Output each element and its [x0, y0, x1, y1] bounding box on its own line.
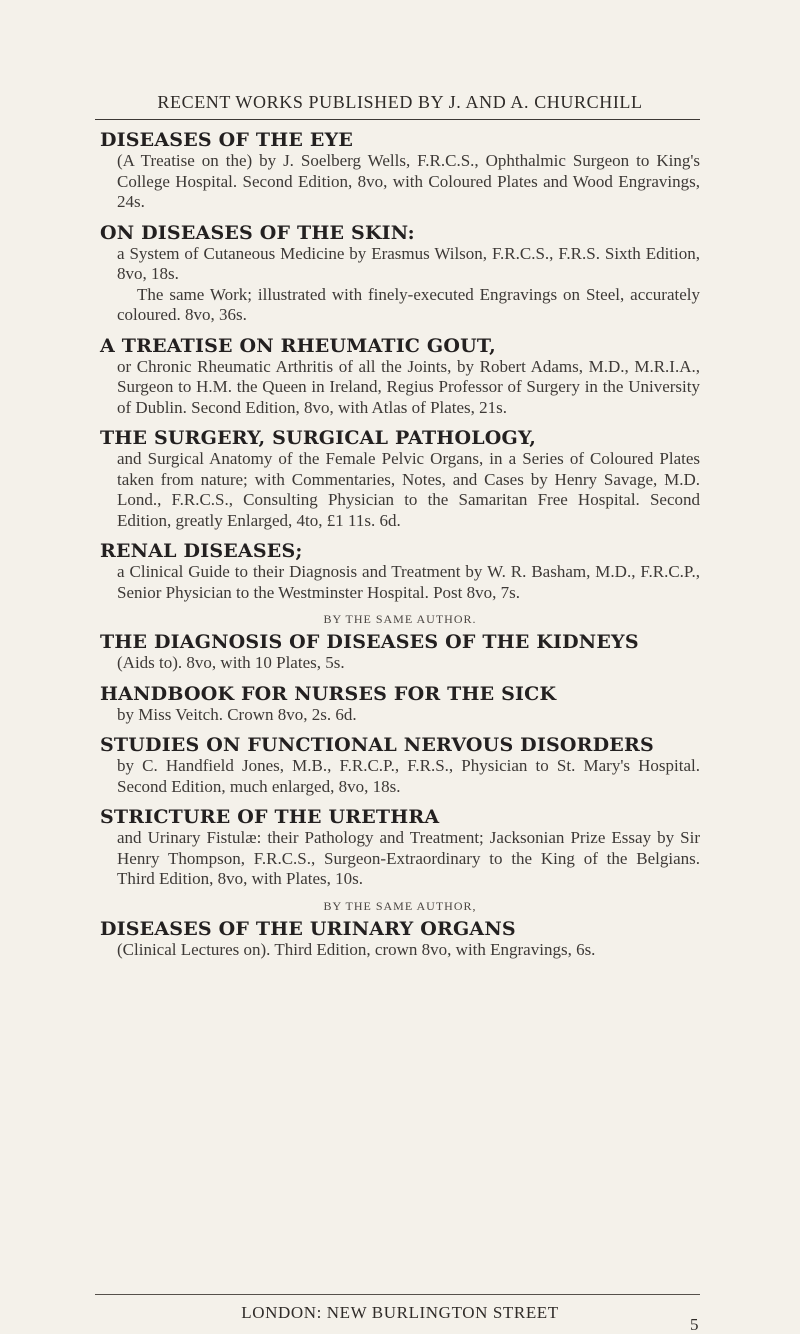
entry-title: RENAL DISEASES; — [100, 540, 303, 562]
publication-entry — [100, 222, 700, 326]
entry-title: DISEASES OF THE EYE — [100, 129, 354, 151]
publication-list — [100, 129, 700, 969]
publication-entry — [100, 631, 700, 674]
publication-entry — [100, 335, 700, 419]
entry-description: and Surgical Anatomy of the Female Pelvic Organs, in a Series of Coloured Plates taken from nature; with Commentaries, Notes, and Cases by Henry Savage, M.D. Lond., F.R.C.S., Consulting Physician to the Samaritan Free Hospital. Second Edition, greatly Enlarged, 4to, £1 11s. 6d. — [117, 449, 700, 530]
entry-description: by Miss Veitch. Crown 8vo, 2s. 6d. — [117, 704, 357, 724]
entry-title: ON DISEASES OF THE SKIN: — [100, 221, 415, 244]
entry-description: or Chronic Rheumatic Arthritis of all the Joints, by Robert Adams, M.D., M.R.I.A., Surgeon to H.M. the Queen in Ireland, Regius Professor of Surgery in the University of Dublin. Second Edition, 8vo, with Atlas of Plates, 21s. — [117, 356, 700, 417]
running-head: RECENT WORKS PUBLISHED BY J. AND A. CHURCHILL — [157, 92, 643, 112]
publication-entry — [100, 427, 700, 531]
entry-title: A TREATISE ON RHEUMATIC GOUT, — [100, 334, 496, 357]
publication-entry — [100, 734, 700, 797]
entry-additional-edition: The same Work; illustrated with finely-executed Engravings on Steel, accurately coloured. 8vo, 36s. — [117, 284, 700, 324]
publication-entry — [100, 683, 700, 726]
by-same-author-note: BY THE SAME AUTHOR. — [323, 612, 477, 626]
publication-entry — [100, 918, 700, 961]
by-same-author-note: BY THE SAME AUTHOR, — [323, 898, 477, 913]
entry-title: HANDBOOK FOR NURSES FOR THE SICK — [100, 682, 557, 705]
page-number: 5 — [690, 1315, 699, 1334]
publisher-address: LONDON: NEW BURLINGTON STREET — [241, 1303, 559, 1322]
entry-description: and Urinary Fistulæ: their Pathology and Treatment; Jacksonian Prize Essay by Sir Henry Thompson, F.R.C.S., Surgeon-Extraordinary to the King of the Belgians. Third Edition, 8vo, with Plates, 10s. — [117, 828, 700, 888]
header-rule — [95, 119, 700, 120]
entry-description: (Clinical Lectures on). Third Edition, crown 8vo, with Engravings, 6s. — [117, 939, 596, 959]
publication-entry — [100, 806, 700, 890]
entry-description: a System of Cutaneous Medicine by Erasmus Wilson, F.R.C.S., F.R.S. Sixth Edition, 8vo, 18s. — [117, 243, 700, 283]
publication-entry — [100, 540, 700, 603]
entry-description: (A Treatise on the) by J. Soelberg Wells, F.R.C.S., Ophthalmic Surgeon to King's College Hospital. Second Edition, 8vo, with Coloured Plates and Wood Engravings, 24s. — [117, 151, 700, 211]
entry-title: DISEASES OF THE URINARY ORGANS — [100, 917, 516, 940]
entry-description: a Clinical Guide to their Diagnosis and Treatment by W. R. Basham, M.D., F.R.C.P., Senior Physician to the Westminster Hospital. Post 8vo, 7s. — [117, 562, 700, 602]
entry-title: STUDIES ON FUNCTIONAL NERVOUS DISORDERS — [100, 734, 654, 756]
entry-title: THE SURGERY, SURGICAL PATHOLOGY, — [100, 427, 537, 449]
publication-entry — [100, 129, 700, 213]
entry-title: STRICTURE OF THE URETHRA — [100, 806, 440, 828]
footer-rule — [95, 1294, 700, 1295]
entry-description: by C. Handfield Jones, M.B., F.R.C.P., F.R.S., Physician to St. Mary's Hospital. Second Edition, much enlarged, 8vo, 18s. — [117, 756, 700, 796]
entry-description: (Aids to). 8vo, with 10 Plates, 5s. — [117, 653, 345, 672]
entry-title: THE DIAGNOSIS OF DISEASES OF THE KIDNEYS — [100, 631, 639, 653]
